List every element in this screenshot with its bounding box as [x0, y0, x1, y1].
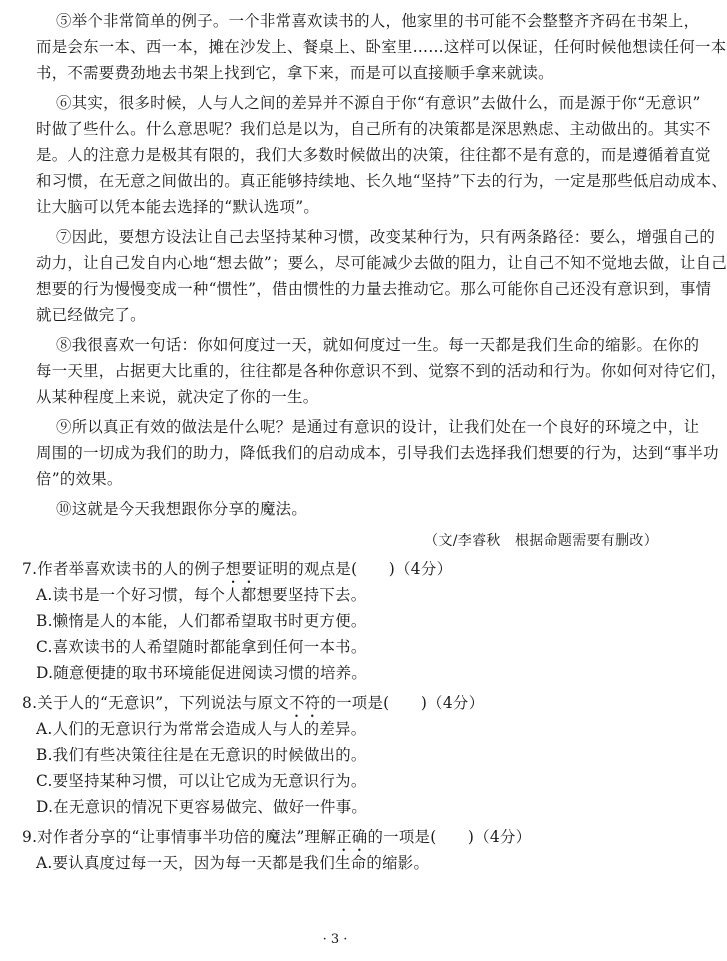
passage-line: ⑦因此，要想方设法让自己去坚持某种习惯，改变某种行为，只有两条路径：要么，增强自己的: [56, 228, 716, 246]
option-b[interactable]: B.懒惰是人的本能，人们都希望取书时更方便。: [36, 612, 367, 630]
option-a[interactable]: A.要认真度过每一天，因为每一天都是我们生命的缩影。: [36, 854, 430, 872]
passage-line: 就已经做完了。: [36, 306, 146, 324]
option-c[interactable]: C.要坚持某种习惯，可以让它成为无意识行为。: [36, 772, 367, 790]
passage-line: 想要的行为慢慢变成一种“惯性”，借由惯性的力量去推动它。那么可能你自己还没有意识到，事情: [36, 280, 712, 298]
passage-line: 从某种程度上来说，就决定了你的一生。: [36, 388, 319, 406]
passage-line: 而是会东一本、西一本，摊在沙发上、餐桌上、卧室里……这样可以保证，任何时候他想读任何一本: [36, 38, 727, 56]
source-attribution: （文/李睿秋 根据命题需要有删改）: [424, 533, 658, 549]
question-stem-text: 的一项是( )（4分）: [320, 694, 485, 712]
question-stem-text: 8.关于人的“无意识”，下列说法与原文: [22, 694, 289, 712]
passage-line: 动力，让自己发自内心地“想去做”；要么，尽可能减少去做的阻力，让自己不知不觉地去做，让自己: [36, 254, 727, 272]
passage-line: 周围的一切成为我们的助力，降低我们的启动成本，引导我们去选择我们想要的行为，达到“事半功: [36, 444, 719, 462]
question-9-stem: [22, 824, 652, 850]
passage-line: ⑨所以真正有效的做法是什么呢？是通过有意识的设计，让我们处在一个良好的环境之中，让: [56, 418, 700, 436]
emphasis-text: 想要: [225, 560, 257, 578]
page-number: · 3 ·: [322, 932, 348, 947]
passage-line: 书，不需要费劲地去书架上找到它，拿下来，而是可以直接顺手拿来就读。: [36, 64, 554, 82]
passage-line: 倍”的效果。: [36, 470, 123, 488]
question-stem-text: 证明的观点是( )（4分）: [256, 560, 453, 578]
option-b[interactable]: B.我们有些决策往往是在无意识的时候做出的。: [36, 746, 367, 764]
question-8-stem: [22, 690, 652, 716]
option-c[interactable]: C.喜欢读书的人希望随时都能拿到任何一本书。: [36, 638, 367, 656]
passage-line: ⑧我很喜欢一句话：你如何度过一天，就如何度过一生。每一天都是我们生命的缩影。在你的: [56, 336, 700, 354]
question-stem-text: 7.作者举喜欢读书的人的例子: [22, 560, 226, 578]
passage-line: 时做了些什么。什么意思呢？我们总是以为，自己所有的决策都是深思熟虑、主动做出的。其实不: [36, 120, 711, 138]
passage-line: ⑥其实，很多时候，人与人之间的差异并不源自于你“有意识”去做什么，而是源于你“无意识”: [56, 94, 701, 112]
option-a[interactable]: A.读书是一个好习惯，每个人都想要坚持下去。: [36, 586, 367, 604]
passage-line: 让大脑可以凭本能去选择的“默认选项”。: [36, 198, 320, 216]
option-d[interactable]: D.随意便捷的取书环境能促进阅读习惯的培养。: [36, 664, 368, 682]
passage-line: 每一天里，占据更大比重的，往往都是各种你意识不到、觉察不到的活动和行为。你如何对待它们，: [36, 362, 727, 380]
passage-line: 和习惯，在无意之间做出的。真正能够持续地、长久地“坚持”下去的行为，一定是那些低启动成本、: [36, 172, 727, 190]
passage-line: ⑤举个非常简单的例子。一个非常喜欢读书的人，他家里的书可能不会整整齐齐码在书架上，: [56, 12, 700, 30]
emphasis-text: 正确: [336, 828, 368, 846]
option-d[interactable]: D.在无意识的情况下更容易做完、做好一件事。: [36, 798, 368, 816]
passage-line: 是。人的注意力是极其有限的，我们大多数时候做出的决策，往往都不是有意的，而是遵循着直觉: [36, 146, 711, 164]
passage-line: ⑩这就是今天我想跟你分享的魔法。: [56, 500, 308, 518]
question-stem-text: 9.对作者分享的“让事情事半功倍的魔法”理解: [22, 828, 337, 846]
question-7-stem: [22, 556, 652, 582]
emphasis-text: 不符: [288, 694, 321, 712]
option-a[interactable]: A.人们的无意识行为常常会造成人与人的差异。: [36, 720, 367, 738]
question-stem-text: 的一项是( )（4分）: [367, 828, 532, 846]
